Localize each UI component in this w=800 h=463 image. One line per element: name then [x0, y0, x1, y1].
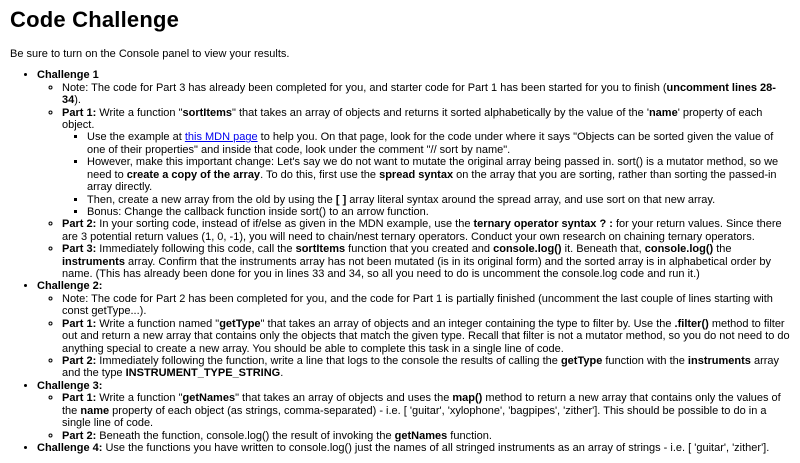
- list-item: [62, 318, 790, 355]
- bold-text: name: [648, 106, 678, 119]
- text: " that takes an array of objects and an integer containing the type to filter by. Use the: [260, 317, 675, 330]
- list-item: [62, 82, 790, 107]
- bold-text: console.log(): [493, 243, 562, 256]
- list-item: [62, 293, 790, 318]
- list-item: [87, 156, 790, 193]
- text: array and the type: [62, 354, 780, 380]
- console-note: Be sure to turn on the Console panel to view your results.: [10, 47, 290, 60]
- list-item: [87, 131, 790, 156]
- text: " that takes an array of objects and uses the: [235, 392, 453, 405]
- list-item: [62, 430, 790, 442]
- text: for your return values. Since there are 3 potential return values (1, 0, -1), you will need to chain/nest ternary operators. Conduct your own research on chaining ternary operators.: [62, 218, 782, 243]
- text: to help you. On that page, look for the code under where it says "Objects can be sorted given the value of one of their properties" and inside that code, look under the comment "// sort by name".: [87, 131, 774, 156]
- bold-text: Challenge 3:: [37, 379, 103, 392]
- text: Immediately following this code, call the: [96, 243, 296, 256]
- bold-text: getNames: [394, 429, 448, 442]
- text: Beneath the function, console.log() the result of invoking the: [96, 429, 395, 442]
- bold-text: ternary operator syntax ? :: [473, 218, 613, 231]
- bold-text: getNames: [182, 392, 236, 405]
- list-item: [87, 194, 790, 206]
- text: it. Beneath that,: [561, 243, 645, 256]
- text: property of each object (as strings, comma-separated) - i.e. [ 'guitar', 'xylophone', 'bagpipes', 'zither']. This should be possible to do in a single line of code.: [62, 404, 767, 430]
- text: Immediately following the function, write a line that logs to the console the results of calling the: [96, 354, 561, 367]
- text: array. Confirm that the instruments array has not been mutated (is in its original form) and the sorted array is in alphabetical order by name. (This has already been done for you in lines 33 and 34, so all you need to do is uncomment the console.log code and run it.): [62, 255, 772, 281]
- bold-text: Part 2:: [62, 429, 97, 442]
- text: Write a function ": [96, 392, 183, 405]
- text: Use the example at: [87, 131, 185, 144]
- bold-text: Challenge 4:: [37, 441, 103, 454]
- list-item: [37, 69, 790, 280]
- bold-text: Challenge 2:: [37, 280, 103, 293]
- sub-list: [37, 392, 790, 442]
- text: Use the functions you have written to console.log() just the names of all stringed instruments as an array of strings - i.e. [ 'guitar', 'zither'].: [102, 441, 770, 454]
- text: Note: The code for Part 2 has been completed for you, and the code for Part 1 is partially finished (uncomment the last couple of lines starting with const getType...).: [62, 292, 773, 318]
- text: Write a function ": [96, 106, 183, 119]
- bold-text: Part 1:: [62, 392, 97, 405]
- text: function with the: [602, 354, 688, 367]
- bold-text: uncomment lines 28-34: [62, 81, 776, 107]
- text: array literal syntax around the spread array, and use sort on that new array.: [346, 193, 716, 206]
- text: Note: The code for Part 3 has already been completed for you, and starter code for Part 1 has been started for you to finish (: [62, 81, 667, 94]
- list-item: [62, 243, 790, 280]
- bold-text: map(): [452, 392, 483, 405]
- challenge-list-container: [10, 69, 790, 454]
- list-item: [37, 280, 790, 379]
- text: Write a function named ": [96, 317, 220, 330]
- list-item: [62, 107, 790, 219]
- list-item: [37, 442, 790, 454]
- challenge-list: [10, 69, 790, 454]
- bold-text: console.log(): [644, 243, 714, 256]
- text: However, make this important change: Let's say we do not want to mutate the original array being passed in. sort() is a mutator method, so we need to: [87, 156, 779, 181]
- list-item: [62, 355, 790, 380]
- page-title: Code Challenge: [10, 7, 180, 32]
- bold-text: [ ]: [335, 193, 347, 206]
- bold-text: spread syntax: [379, 168, 454, 181]
- text: " that takes an array of objects and returns it sorted alphabetically by the value of the ': [232, 106, 649, 119]
- bold-text: name: [80, 404, 110, 417]
- text: method to return a new array that contains only the values of the: [62, 392, 781, 417]
- list-item: [37, 380, 790, 442]
- mdn-page-link[interactable]: this MDN page: [184, 131, 258, 144]
- bold-text: INSTRUMENT_TYPE_STRING: [125, 367, 281, 380]
- text: Bonus: Change the callback function inside sort() to an arrow function.: [87, 205, 429, 218]
- sub-list: [37, 82, 790, 281]
- text: Then, create a new array from the old by using the: [87, 193, 336, 206]
- bold-text: instruments: [62, 255, 125, 268]
- text: the: [713, 243, 732, 256]
- list-item: [62, 218, 790, 243]
- bold-text: Part 1:: [62, 106, 97, 119]
- list-item: [87, 206, 790, 218]
- text: In your sorting code, instead of if/else as given in the MDN example, use the: [96, 218, 474, 231]
- bold-text: sortItems: [182, 106, 233, 119]
- text: . To do this, first use the: [260, 168, 380, 181]
- list-item: [62, 392, 790, 429]
- sub-list: [37, 293, 790, 380]
- bold-text: getType: [560, 354, 603, 367]
- bold-text: Challenge 1: [37, 69, 99, 82]
- text: ' property of each object.: [62, 106, 763, 131]
- text: on the array that you are sorting, rather than sorting the passed-in array directly.: [87, 168, 777, 194]
- text: function.: [447, 429, 492, 442]
- text: function that you created and: [345, 243, 494, 256]
- bold-text: Part 1:: [62, 317, 97, 330]
- sub-list: [62, 131, 790, 218]
- bold-text: instruments: [687, 354, 751, 367]
- bold-text: Part 2:: [62, 218, 97, 231]
- text: .: [280, 367, 284, 380]
- text: ).: [74, 94, 81, 107]
- bold-text: .filter(): [674, 317, 709, 330]
- bold-text: Part 2:: [62, 354, 97, 367]
- bold-text: getType: [219, 317, 261, 330]
- bold-text: create a copy of the array: [126, 168, 261, 181]
- bold-text: sortItems: [295, 243, 346, 256]
- text: method to filter out and return a new array that contains only the objects that match the given type. Recall that filter is not a mutator method, so you do not need to do anything special to create a new array. You should be able to complete this task in a single line of code.: [62, 317, 790, 355]
- bold-text: Part 3:: [62, 243, 97, 256]
